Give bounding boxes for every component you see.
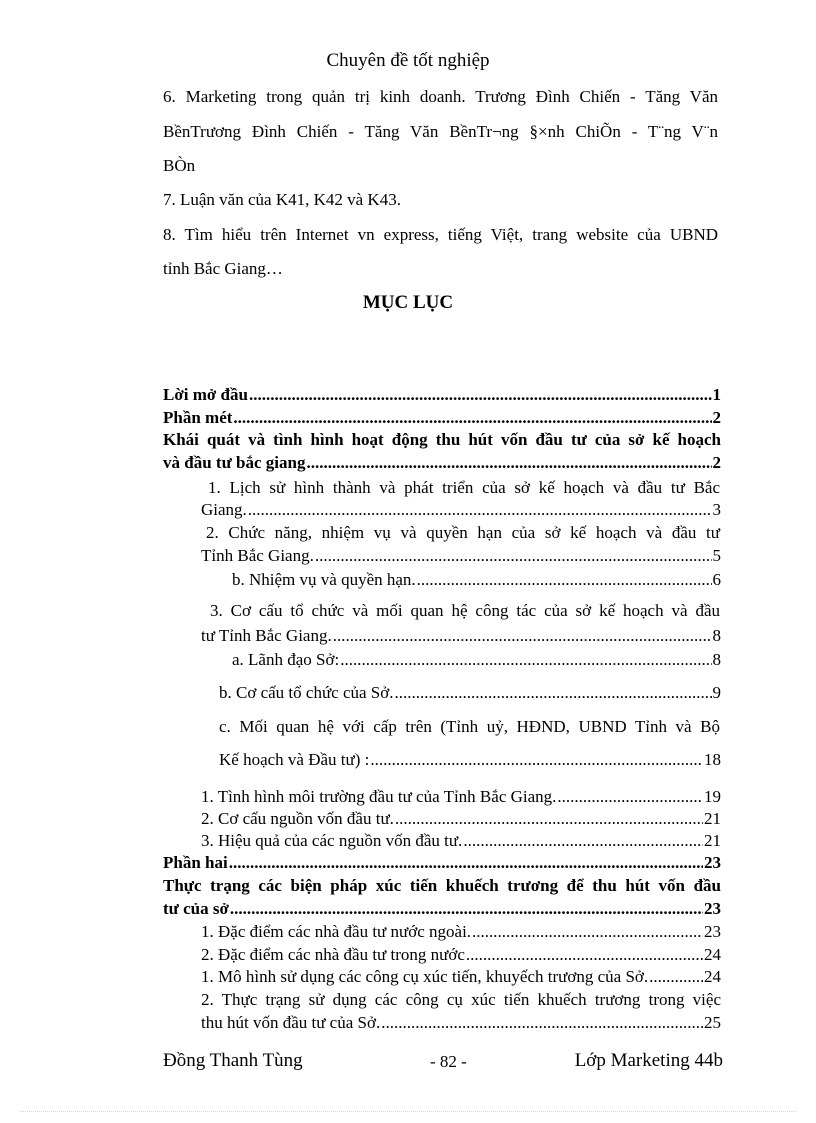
toc-entry[interactable]: Phần hai ..... 23 [163,853,721,873]
toc-entry[interactable]: Giang. ..... 3 [201,500,721,520]
toc-entry-line-1[interactable]: 2. Chức năng, nhiệm vụ và quyền hạn của sở kế hoạch và đầu tư [206,523,720,542]
footer-author: Đồng Thanh Tùng [163,1050,303,1071]
toc-entry[interactable]: tư Tỉnh Bắc Giang. ..... 8 [201,626,721,646]
toc-entry-line-1[interactable]: Khái quát và tình hình hoạt động thu hút vốn đầu tư của sở kế hoạch [163,430,721,449]
toc-entry[interactable]: b. Nhiệm vụ và quyền hạn. ..... 6 [232,570,721,590]
toc-entry[interactable]: Lời mở đầu ..... 1 [163,385,721,405]
reference-8-line-2: tỉnh Bắc Giang… [163,259,283,278]
toc-title: MỤC LỤC [362,292,454,313]
toc-entry[interactable]: tư của sở ..... 23 [163,899,721,919]
toc-entry[interactable]: 1. Mô hình sử dụng các công cụ xúc tiến, khuyếch trương của Sở. ..... 24 [201,967,721,987]
toc-entry[interactable]: Tỉnh Bắc Giang. ..... 5 [201,546,721,566]
toc-entry[interactable]: 1. Đặc điểm các nhà đầu tư nước ngoài. ..... 23 [201,922,721,942]
toc-entry-line-1[interactable]: c. Mối quan hệ với cấp trên (Tỉnh uỷ, HĐND, UBND Tỉnh và Bộ [219,717,720,736]
toc-entry[interactable]: Phần mét ..... 2 [163,408,721,428]
toc-entry[interactable]: 2. Đặc điểm các nhà đầu tư trong nước ..... 24 [201,945,721,965]
footer-class-name: Lớp Marketing 44b [574,1050,723,1071]
page-header: Chuyên đề tốt nghiệp [326,50,490,71]
page-bottom-divider [20,1111,796,1112]
toc-entry-line-1[interactable]: Thực trạng các biện pháp xúc tiến khuếch trương để thu hút vốn đầu [163,876,721,895]
reference-6-line-2: BềnTrương Đình Chiến - Tăng Văn BềnTr¬ng §×nh ChiÕn - T¨ng V¨n [163,122,718,141]
toc-entry[interactable]: Kế hoạch và Đầu tư) : ..... 18 [219,750,721,770]
reference-6-line-3: BÒn [163,156,196,175]
toc-entry[interactable]: b. Cơ cấu tổ chức của Sở. ..... 9 [219,683,721,703]
toc-entry-line-1[interactable]: 2. Thực trạng sử dụng các công cụ xúc tiến khuếch trương trong việc [201,990,721,1009]
toc-entry-line-1[interactable]: 3. Cơ cấu tổ chức và mối quan hệ công tác của sở kế hoạch và đầu [210,601,720,620]
toc-entry[interactable]: 2. Cơ cấu nguồn vốn đầu tư. ..... 21 [201,809,721,829]
toc-entry[interactable]: a. Lãnh đạo Sở: ..... 8 [232,650,721,670]
toc-entry[interactable]: 1. Tình hình môi trường đầu tư của Tỉnh Bắc Giang. ..... 19 [201,787,721,807]
footer-page-number: - 82 - [430,1052,467,1071]
toc-entry-line-1[interactable]: 1. Lịch sử hình thành và phát triển của sở kế hoạch và đầu tư Bắc [208,478,720,497]
toc-entry[interactable]: thu hút vốn đầu tư của Sở. ..... 25 [201,1013,721,1033]
reference-7: 7. Luận văn của K41, K42 và K43. [163,190,401,209]
toc-entry[interactable]: 3. Hiệu quả của các nguồn vốn đầu tư. ..... 21 [201,831,721,851]
reference-8-line-1: 8. Tìm hiểu trên Internet vn express, tiếng Việt, trang website của UBND [163,225,718,244]
reference-6-line-1: 6. Marketing trong quản trị kinh doanh. Trương Đình Chiến - Tăng Văn [163,87,718,106]
toc-entry[interactable]: và đầu tư bắc giang ..... 2 [163,453,721,473]
page-footer [163,1050,723,1076]
